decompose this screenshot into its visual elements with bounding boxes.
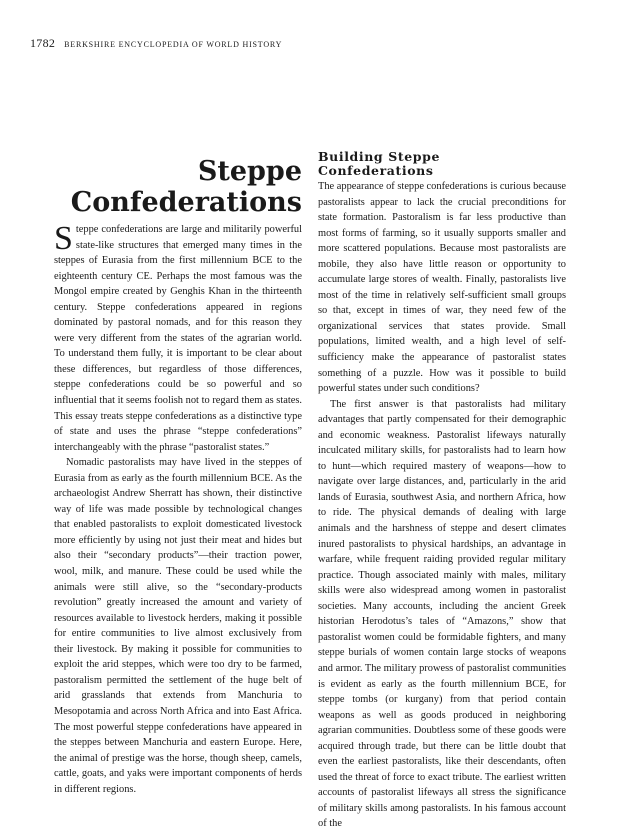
running-head [30, 36, 282, 51]
book-title: BERKSHIRE ENCYCLOPEDIA OF WORLD HISTORY [64, 40, 283, 49]
article-title [54, 156, 302, 218]
page-number: 1782 [30, 36, 56, 50]
article-title-line2: Confederations [70, 187, 302, 218]
paragraph-military: The first answer is that pastoralists had military advantages that partly compensated for their demographic and economic weakness. Pastoralist lifeways naturally inculcated military skills, for pastoralists had to learn how to hunt—which required mastery of weapons—how to navigate over large distances, and, particularly in the arid lands of Eurasia, southwest Asia, and northern Africa, how to ride. The physical demands of dealing with large animals and the harshness of steppe and desert climates inured pastoralists to physical hardships, an advantage in warfare, while frequent raiding provided regular military practice. Though associated mainly with males, military skills were also widespread among women in pastoralist societies. Many accounts, including the ancient Greek historian Herodotus’s tales of “Amazons,” show that pastoralist women could be formidable fighters, and many steppe burials of women contain large stocks of weapons and armor. The military prowess of pastoralist communities is evident as early as the fourth millennium BCE, for steppe tombs (or kurgany) from that period contain weapons as well as goods produced in neighboring agrarian communities. Doubtless some of these goods were acquired through trade, but there can be little doubt that even the earliest pastoralists, like their descendants, often used the threat of force to exact tribute. The earliest written accounts of pastoralist lifeways all stress the significance of military skills among pastoralists. In his famous account of the [318, 398, 566, 830]
section-heading-line2: Confederations [318, 163, 434, 178]
article-title-line1: Steppe [197, 156, 302, 187]
section-heading [318, 150, 566, 178]
paragraph-intro-text: teppe confederations are large and militarily powerful state-like structures that emerged many times in the steppes of Eurasia from the first millennium BCE to the eighteenth century CE. Perhaps the most famous was the Mongol empire created by Genghis Khan in the thirteenth century. Steppe confederations appeared in regions dominated by pastoral nomads, and for this reason they were very different from the states of the agrarian world. To understand them fully, it is important to be clear about these differences, but regardless of those differences, steppe confederations could be so powerful and so influential that it seems foolish not to regard them as states. This essay treats steppe confederations as a distinctive type of state and uses the phrase “steppe confederations” interchangeably with the phrase “pastoralist states.” [54, 224, 302, 453]
left-column [54, 222, 302, 797]
right-column [318, 150, 566, 832]
section-heading-line1: Building Steppe [318, 149, 441, 164]
paragraph-puzzle: The appearance of steppe confederations is curious because pastoralists appear to lack the crucial preconditions for state formation. Pastoralism is far less productive than most forms of farming, so it usually supports smaller and more scattered populations. Because most pastoralists are mobile, they also have little reason or opportunity to accumulate large stores of wealth. Finally, pastoralists live most of the time in relatively self-sufficient small groups so that, except in times of war, they need few of the organizational services that states provide. Small populations, limited wealth, and a high level of self-sufficiency make the appearance of pastoralist states something of a puzzle. How was it possible to build powerful states under such conditions? [318, 181, 566, 395]
paragraph-intro [54, 222, 302, 455]
paragraph-origins: Nomadic pastoralists may have lived in the steppes of Eurasia from as early as the fourth millennium BCE. As the archaeologist Andrew Sherratt has shown, their distinctive way of life was made possible by technological changes that enabled pastoralists to exploit domesticated livestock more efficiently by using not just their meat and hides but also their “secondary products”—their traction power, wool, milk, and manure. These could be used while the animals were still alive, so the “secondary-products revolution” greatly increased the amount and variety of resources available to livestock herders, making it possible for entire communities to live almost exclusively from their livestock. By making it possible for communities to exploit the arid steppes, which were too dry to be farmed, pastoralism permitted the settlement of the huge belt of arid grasslands that extends from Manchuria to Mesopotamia and across North Africa and into East Africa. The most powerful steppe confederations have appeared in the steppes between Manchuria and eastern Europe. Here, the animal of prestige was the horse, though sheep, camels, cattle, goats, and yaks were important components of herds in different regions. [54, 457, 302, 795]
drop-cap: S [54, 220, 73, 257]
